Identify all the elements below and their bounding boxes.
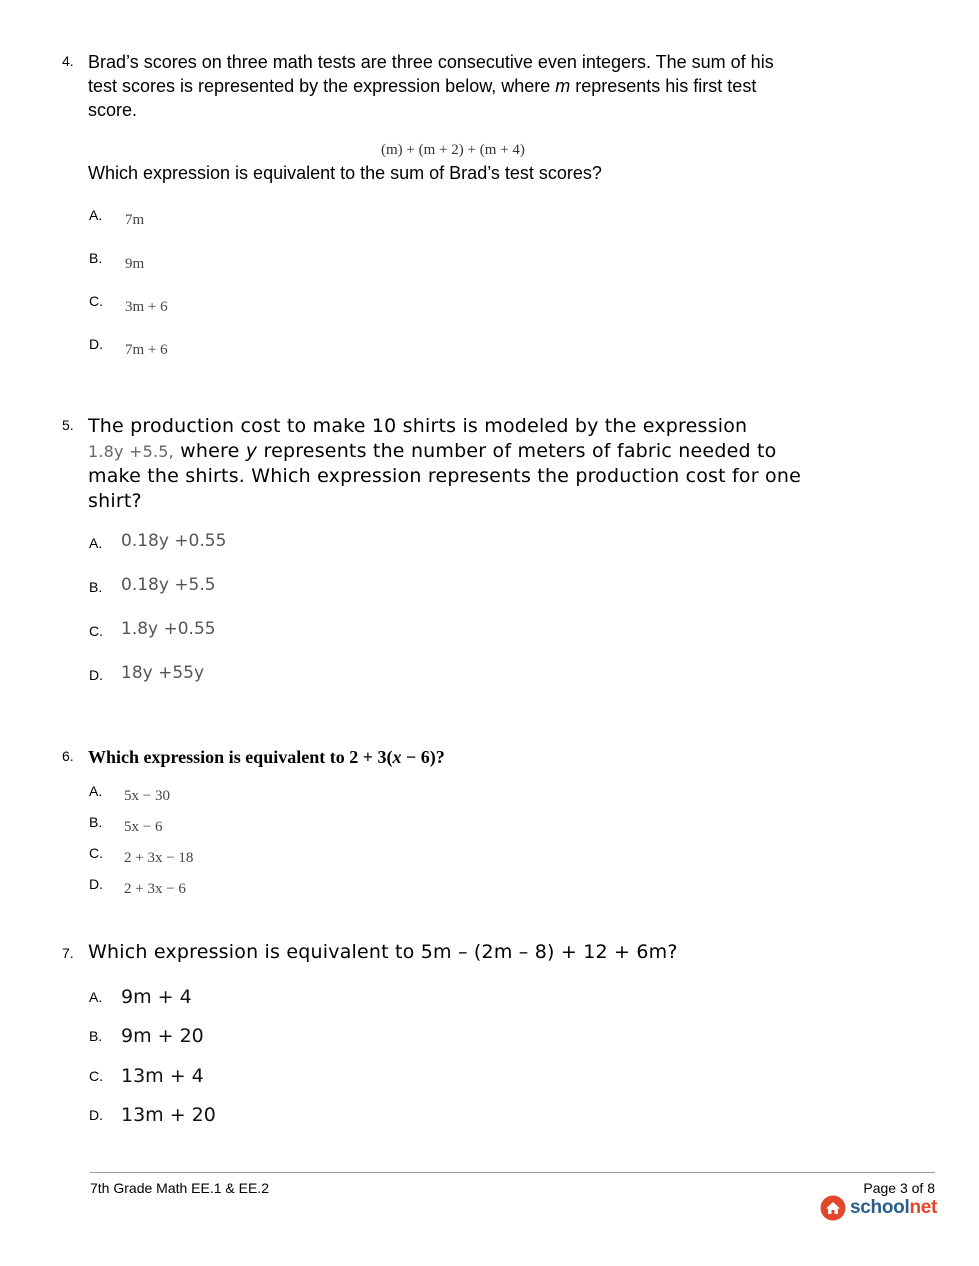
question-5-option-a[interactable]: 0.18y +0.55: [121, 531, 227, 551]
question-4-line-3: score.: [88, 100, 138, 120]
question-5-option-c[interactable]: 1.8y +0.55: [121, 619, 216, 639]
question-5-line-2a: where: [173, 439, 246, 462]
question-7-option-c[interactable]: 13m + 4: [121, 1065, 204, 1087]
footer-divider: [90, 1172, 935, 1173]
question-5-option-c-letter: C.: [89, 623, 103, 639]
question-4-option-b-letter: B.: [89, 250, 103, 266]
question-4-option-d-letter: D.: [89, 336, 103, 352]
question-4-prompt: Which expression is equivalent to the sum of Brad’s test scores?: [88, 163, 602, 183]
question-4-stem: [88, 50, 808, 122]
logo-text-net: net: [909, 1197, 938, 1218]
question-6-prompt-b: − 6)?: [401, 747, 445, 767]
question-4-option-a-letter: A.: [89, 207, 103, 223]
question-6-option-a[interactable]: 5x − 30: [124, 788, 170, 804]
question-5-expression: 1.8y +5.5,: [88, 441, 174, 461]
question-6-option-d-letter: D.: [89, 876, 103, 892]
question-4-var-m: m: [555, 76, 571, 96]
question-6-option-b-letter: B.: [89, 814, 103, 830]
question-7-option-a-letter: A.: [89, 989, 103, 1005]
question-4-line-1: Brad’s scores on three math tests are three consecutive even integers. The sum of his: [88, 52, 774, 72]
question-7-option-b-letter: B.: [89, 1028, 103, 1044]
question-5-line-4: shirt?: [88, 489, 142, 512]
question-5-line-2b: represents the number of meters of fabric needed to: [257, 439, 777, 462]
question-4-option-c[interactable]: 3m + 6: [125, 299, 168, 315]
question-4-line-2b: represents his first test: [570, 76, 757, 96]
question-5-stem: [88, 414, 828, 513]
question-5-line-1: The production cost to make 10 shirts is modeled by the expression: [88, 415, 748, 437]
question-6-option-c[interactable]: 2 + 3x − 18: [124, 850, 194, 866]
question-7-option-b[interactable]: 9m + 20: [121, 1025, 204, 1047]
question-4-number: 4.: [62, 53, 74, 69]
logo-text-school: school: [850, 1197, 910, 1218]
house-icon: [820, 1195, 846, 1221]
question-7-prompt: Which expression is equivalent to 5m – (2m – 8) + 12 + 6m?: [88, 941, 678, 963]
question-6-number: 6.: [62, 748, 74, 764]
question-7-option-d[interactable]: 13m + 20: [121, 1104, 216, 1126]
footer-title: 7th Grade Math EE.1 & EE.2: [90, 1180, 269, 1196]
question-6-option-a-letter: A.: [89, 783, 103, 799]
question-6-option-b[interactable]: 5x − 6: [124, 819, 163, 835]
question-5-line-3: make the shirts. Which expression represents the production cost for one: [88, 465, 801, 487]
question-4-line-2a: test scores is represented by the expression below, where: [88, 76, 556, 96]
question-5-option-d[interactable]: 18y +55y: [121, 663, 205, 683]
question-5-option-d-letter: D.: [89, 667, 103, 683]
question-4-expression: (m) + (m + 2) + (m + 4): [381, 142, 525, 158]
footer-page-number: Page 3 of 8: [863, 1180, 935, 1196]
question-7-option-d-letter: D.: [89, 1107, 103, 1123]
question-6-option-d[interactable]: 2 + 3x − 6: [124, 881, 186, 897]
question-5-option-b[interactable]: 0.18y +5.5: [121, 575, 216, 595]
question-4-option-a[interactable]: 7m: [125, 212, 145, 228]
question-7-number: 7.: [62, 945, 74, 961]
question-6-var-x: x: [392, 747, 402, 767]
question-6-option-c-letter: C.: [89, 845, 103, 861]
schoolnet-logo: [820, 1195, 937, 1221]
question-4-option-b[interactable]: 9m: [125, 256, 145, 272]
question-4-option-c-letter: C.: [89, 293, 103, 309]
question-4-option-d[interactable]: 7m + 6: [125, 342, 168, 358]
question-7-option-c-letter: C.: [89, 1068, 103, 1084]
question-5-var-y: y: [245, 439, 258, 462]
question-5-option-a-letter: A.: [89, 535, 103, 551]
question-5-number: 5.: [62, 417, 74, 433]
question-7-option-a[interactable]: 9m + 4: [121, 986, 192, 1008]
question-6-prompt: [88, 747, 445, 768]
question-6-prompt-a: Which expression is equivalent to 2 + 3(: [88, 747, 393, 767]
question-5-option-b-letter: B.: [89, 579, 103, 595]
